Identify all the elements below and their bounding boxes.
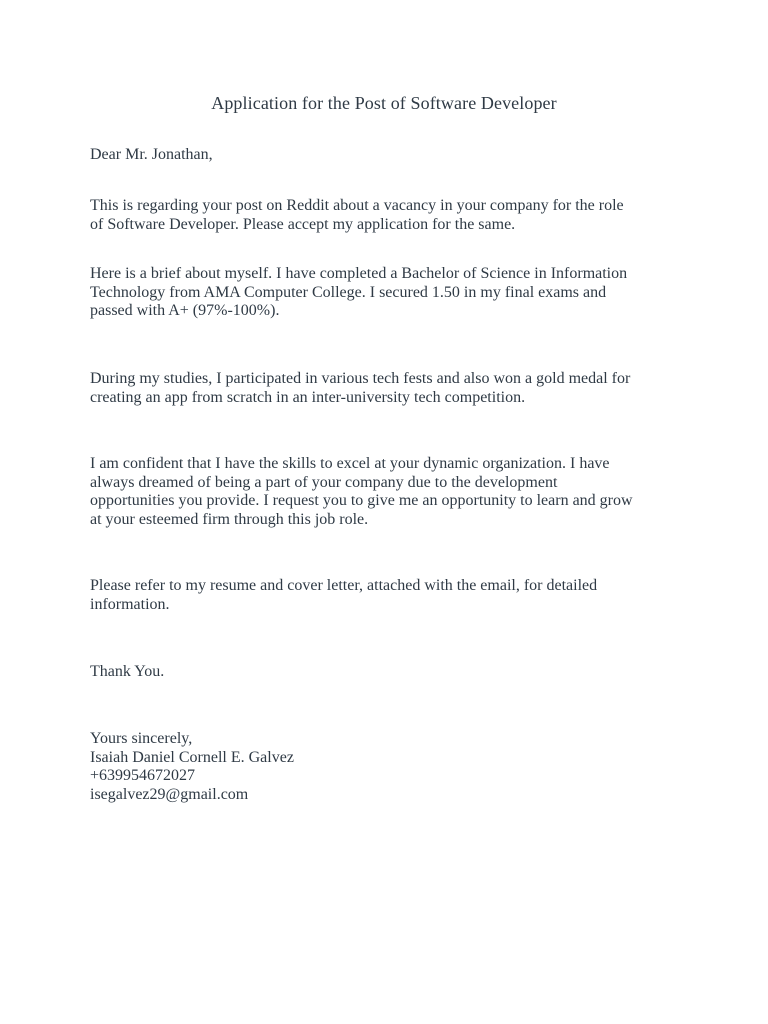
salutation-line: Dear Mr. Jonathan,: [90, 146, 213, 163]
document-title: Application for the Post of Software Developer: [211, 93, 557, 113]
paragraph-line: I am confident that I have the skills to excel at your dynamic organization. I have: [90, 455, 610, 472]
paragraph-line: Please refer to my resume and cover letter, attached with the email, for detailed: [90, 577, 598, 594]
paragraph-line: of Software Developer. Please accept my application for the same.: [90, 215, 516, 233]
paragraph-line: This is regarding your post on Reddit about a vacancy in your company for the role: [90, 197, 624, 214]
signature-block: [90, 730, 690, 804]
thanks-line: Thank You.: [90, 663, 165, 680]
paragraph-line: creating an app from scratch in an inter-university tech competition.: [90, 388, 526, 406]
sender-phone: +639954672027: [90, 767, 196, 784]
thanks: [90, 663, 690, 682]
paragraph-confidence: [90, 455, 690, 529]
paragraph-education: [90, 265, 690, 321]
paragraph-line: information.: [90, 595, 170, 613]
closing-line: Yours sincerely,: [90, 730, 193, 747]
paragraph-line: opportunities you provide. I request you to give me an opportunity to learn and grow: [90, 492, 633, 509]
salutation: [90, 146, 690, 165]
sender-email: isegalvez29@gmail.com: [90, 785, 249, 803]
paragraph-achievements: [90, 370, 690, 407]
paragraph-line: passed with A+ (97%-100%).: [90, 302, 280, 319]
paragraph-line: During my studies, I participated in various tech fests and also won a gold medal for: [90, 370, 631, 387]
paragraph-resume: [90, 577, 690, 614]
paragraph-line: at your esteemed firm through this job role.: [90, 510, 369, 528]
sender-name: Isaiah Daniel Cornell E. Galvez: [90, 748, 294, 766]
paragraph-line: Here is a brief about myself. I have completed a Bachelor of Science in Information: [90, 265, 628, 282]
paragraph-line: Technology from AMA Computer College. I secured 1.50 in my final exams and: [90, 283, 607, 301]
paragraph-line: always dreamed of being a part of your company due to the development: [90, 473, 558, 491]
paragraph-vacancy: [90, 197, 690, 234]
